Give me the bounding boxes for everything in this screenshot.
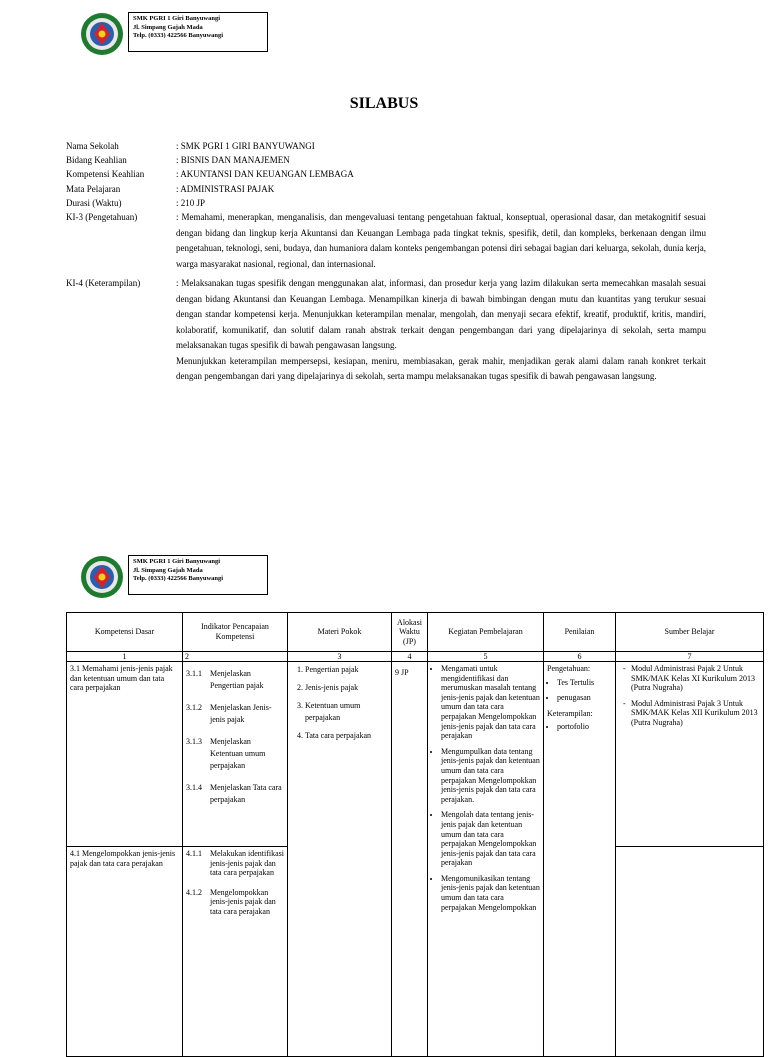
- indikator-item: [186, 888, 284, 917]
- penilaian-cell: [544, 662, 616, 1057]
- indikator-number: 3.1.3: [186, 737, 202, 746]
- info-value: : BISNIS DAN MANAJEMEN: [176, 155, 290, 166]
- ki3-text: : Memahami, menerapkan, menganalisis, dan mengevaluasi tentang pengetahuan faktual, konseptual, operasional dasar, dan metakognitif sesuai dengan bidang dan lingkup kerja Akuntansi dan Keuangan Lembaga pada tingkat teknis, spesifik, detil, dan kompleks, berkenaan dengan ilmu pengetahuan, teknologi, seni, budaya, dan humaniora dalam konteks pengembangan potensi diri sebagai bagian dari keluarga, sekolah, dunia kerja, warga masyarakat nasional, regional, dan internasional.: [176, 212, 706, 269]
- column-header: Indikator Pencapaian Kompetensi: [183, 613, 288, 652]
- kegiatan-item: • Mengamati untuk mengidentifikasi dan merumuskan masalah tentang jenis-jenis pajak dan ketentuan umum dan tata cara perpajakan Mengelompokkan jenis-jenis pajak dan tata cara perajakan: [441, 664, 540, 741]
- info-row: [66, 139, 706, 153]
- syllabus-info: [66, 139, 706, 385]
- sumber-item: - Modul Administrasi Pajak 3 Untuk SMK/MAK Kelas XII Kurikulum 2013 (Putra Nugraha): [631, 699, 760, 728]
- column-number: 3: [288, 652, 392, 662]
- penilaian-pengetahuan-label: Pengetahuan:: [547, 664, 591, 673]
- column-header: Materi Pokok: [288, 613, 392, 652]
- indikator-text: Menjelaskan Tata cara perpajakan: [210, 783, 282, 804]
- column-number: 5: [428, 652, 544, 662]
- indikator-cell: [183, 662, 288, 847]
- column-number: 1: [67, 652, 183, 662]
- info-label: Durasi (Waktu): [66, 197, 122, 208]
- info-label: Bidang Keahlian: [66, 155, 127, 166]
- penilaian-keterampilan-list: [547, 722, 612, 732]
- kegiatan-cell: [428, 662, 544, 1057]
- info-row: [66, 196, 706, 210]
- info-label: Kompetensi Keahlian: [66, 169, 145, 180]
- info-value: : SMK PGRI 1 GIRI BANYUWANGI: [176, 141, 315, 151]
- kegiatan-item: • Mengumpulkan data tentang jenis-jenis pajak dan ketentuan umum dan tata cara perpajakan Mengelompokkan jenis-jenis pajak dan tata cara perajakan.: [441, 747, 540, 805]
- info-label: Nama Sekolah: [66, 141, 119, 151]
- school-phone: Telp. (0333) 422566 Banyuwangi: [133, 575, 224, 582]
- school-name: SMK PGRI 1 Giri Banyuwangi: [133, 558, 221, 565]
- column-number: 4: [392, 652, 428, 662]
- indikator-text: Mengelompokkan jenis-jenis pajak dan tata cara perajakan: [210, 887, 276, 916]
- page-title: SILABUS: [349, 95, 419, 112]
- materi-item: 3. Ketentuan umum perpajakan: [305, 700, 388, 724]
- indikator-item: [186, 702, 284, 726]
- penilaian-item: • portofolio: [557, 722, 612, 732]
- school-logo-icon: [80, 555, 124, 599]
- column-header: Penilaian: [544, 613, 616, 652]
- info-row: [66, 182, 706, 196]
- school-name: SMK PGRI 1 Giri Banyuwangi: [133, 15, 221, 22]
- indikator-text: Menjelaskan Jenis-jenis pajak: [210, 703, 272, 724]
- indikator-text: Menjelaskan Ketentuan umum perpajakan: [210, 737, 266, 770]
- penilaian-keterampilan-label: Keterampilan:: [547, 708, 593, 718]
- indikator-number: 3.1.1: [186, 669, 202, 678]
- school-phone: Telp. (0333) 422566 Banyuwangi: [133, 32, 224, 39]
- kd-cell: 3.1 Memahami jenis-jenis pajak dan ketentuan umum dan tata cara perpajakan: [67, 662, 183, 847]
- indikator-number: 4.1.1: [186, 849, 202, 858]
- info-row: [66, 167, 706, 181]
- indikator-number: 4.1.2: [186, 887, 202, 897]
- indikator-text: Menjelaskan Pengertian pajak: [210, 669, 264, 690]
- kegiatan-list: [431, 664, 540, 912]
- ki3-label: KI-3 (Pengetahuan): [66, 212, 138, 223]
- ki4-text: : Melaksanakan tugas spesifik dengan menggunakan alat, informasi, dan prosedur kerja yang lazim dilakukan serta memecahkan masalah sesuai dengan bidang Akuntansi dan Keuangan Lembaga. Menampilkan kinerja di bawah bimbingan dengan mutu dan kuantitas yang terukur sesuai dengan standar kompetensi kerja. Menunjukkan keterampilan menalar, mengolah, dan menyaji secara efektif, kreatif, produktif, kritis, mandiri, kolaboratif, komunikatif, dan solutif dalam ranah abstrak terkait dengan pengembangan dari yang dipelajarinya di sekolah, serta mampu melaksanakan tugas spesifik di bawah pengawasan langsung.: [176, 278, 706, 351]
- materi-item: 2. Jenis-jenis pajak: [305, 682, 388, 694]
- sumber-cell-empty: [616, 847, 764, 1057]
- column-number: 2: [183, 652, 288, 662]
- materi-cell: [288, 662, 392, 1057]
- indikator-cell: [183, 847, 288, 1057]
- column-header: Sumber Belajar: [616, 613, 764, 652]
- column-header: Kegiatan Pembelajaran: [428, 613, 544, 652]
- kegiatan-item: • Mengomunikasikan tentang jenis-jenis pajak dan ketentuan umum dan tata cara perpajakan Mengelompokkan: [441, 874, 540, 912]
- ki3-row: [66, 210, 706, 272]
- column-header: Kompetensi Dasar: [67, 613, 183, 652]
- penilaian-item: • penugasan: [557, 693, 612, 703]
- indikator-item: [186, 736, 284, 772]
- indikator-number: 3.1.4: [186, 783, 202, 792]
- school-header: [78, 12, 438, 56]
- indikator-text: Melakukan identifikasi jenis-jenis pajak dan tata cara perpajakan: [210, 849, 284, 878]
- table-header-row: [67, 613, 764, 652]
- indikator-item: [186, 849, 284, 878]
- column-header: Alokasi Waktu (JP): [392, 613, 428, 652]
- alokasi-cell: 9 JP: [392, 662, 428, 1057]
- sumber-cell: [616, 662, 764, 847]
- info-value: : ADMINISTRASI PAJAK: [176, 183, 275, 194]
- school-logo-icon: [80, 12, 124, 56]
- indikator-number: 3.1.2: [186, 703, 202, 712]
- info-row: [66, 153, 706, 167]
- info-value: : 210 JP: [176, 197, 206, 208]
- penilaian-item: • Tes Tertulis: [557, 678, 612, 688]
- sumber-list: [619, 664, 760, 728]
- penilaian-pengetahuan-list: [547, 678, 612, 703]
- school-address: Jl. Simpang Gajah Mada: [133, 23, 203, 31]
- info-value: : AKUNTANSI DAN KEUANGAN LEMBAGA: [176, 169, 354, 180]
- column-number: 6: [544, 652, 616, 662]
- school-header-2: [78, 555, 438, 599]
- syllabus-table: [66, 612, 764, 1057]
- materi-item: 1. Pengertian pajak: [305, 664, 388, 676]
- sumber-item: - Modul Administrasi Pajak 2 Untuk SMK/MAK Kelas XI Kurikulum 2013 (Putra Nugraha): [631, 664, 760, 693]
- table-row: [67, 662, 764, 847]
- school-info-box: [128, 555, 268, 595]
- indikator-item: [186, 668, 284, 692]
- column-number-row: [67, 652, 764, 662]
- materi-list: [291, 664, 388, 742]
- ki4-text-2: Menunjukkan keterampilan mempersepsi, kesiapan, meniru, membiasakan, gerak mahir, menjadikan gerak alami dalam ranah konkret terkait dengan pengembangan dari yang dipelajarinya di sekolah, serta mampu melaksanakan tugas spesifik di bawah pengawasan langsung.: [176, 355, 706, 382]
- materi-item: 4. Tata cara perpajakan: [305, 730, 388, 742]
- indikator-item: [186, 782, 284, 806]
- school-info-box: [128, 12, 268, 52]
- ki4-label: KI-4 (Keterampilan): [66, 278, 141, 289]
- column-number: 7: [616, 652, 764, 662]
- kd-cell: 4.1 Mengelompokkan jenis-jenis pajak dan tata cara perajakan: [67, 847, 183, 1057]
- info-label: Mata Pelajaran: [66, 183, 121, 194]
- kegiatan-item: • Mengolah data tentang jenis-jenis pajak dan ketentuan umum dan tata cara perpajakan Mengelompokkan jenis-jenis pajak dan tata cara perajakan: [441, 810, 540, 868]
- school-address: Jl. Simpang Gajah Mada: [133, 566, 203, 574]
- ki4-row: [66, 276, 706, 385]
